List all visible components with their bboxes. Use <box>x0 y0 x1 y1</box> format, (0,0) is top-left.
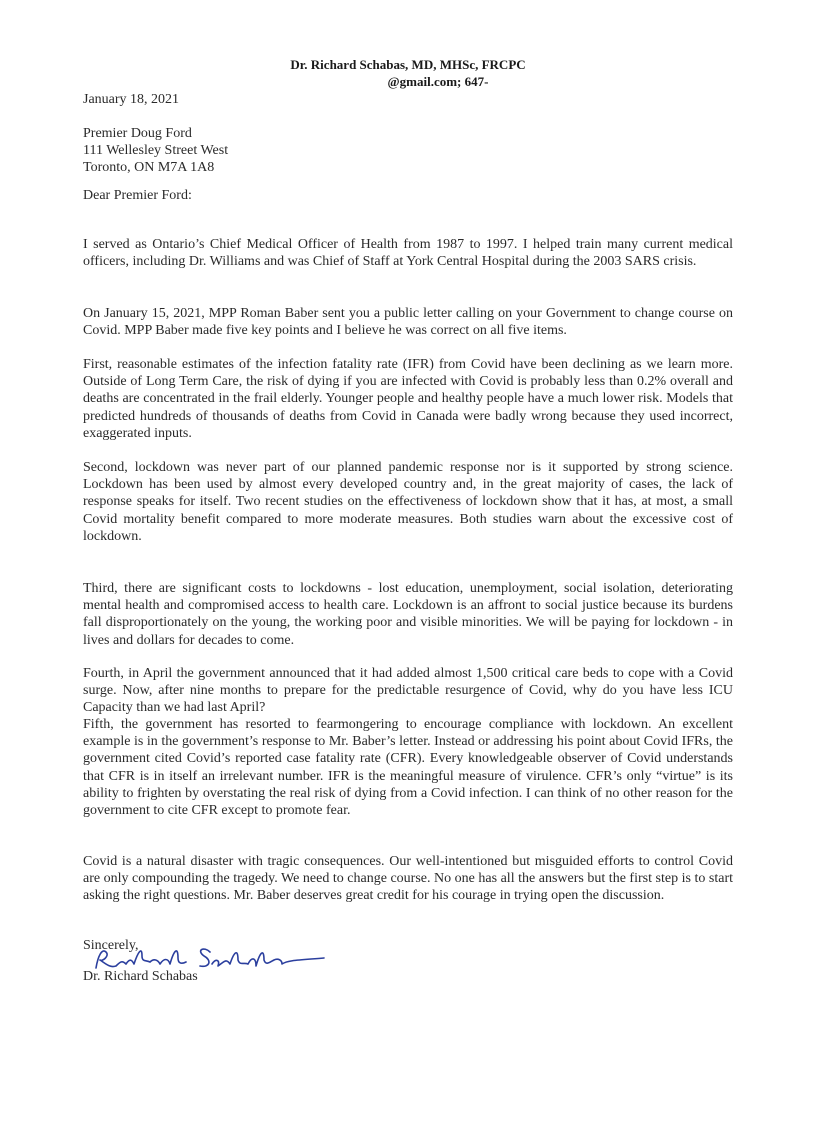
letterhead-name: Dr. Richard Schabas, MD, MHSc, FRCPC <box>290 57 526 72</box>
signature-strokes <box>96 949 324 968</box>
letterhead-contact: @gmail.com; 647- <box>387 74 489 89</box>
paragraph-conclusion: Covid is a natural disaster with tragic consequences. Our well-intentioned but misguided efforts to control Covid are only compounding the tragedy. We need to change course. No one has all the answers but the first step is to start asking the right questions. Mr. Baber deserves great credit for his courage in trying open the discussion. <box>83 854 733 904</box>
paragraph-fifth-point: Fifth, the government has resorted to fearmongering to encourage compliance with lockdown. An excellent example is in the government’s response to Mr. Baber’s letter. Instead or addressing his point about Covid IFRs, the government cited Covid’s reported case fatality rate (CFR). Every knowledgeable observer of Covid understands that CFR is in itself an irrelevant number. IFR is the meaningful measure of virulence. CFR’s only “virtue” is its ability to frighten by overstating the real risk of dying from a Covid infection. I can think of no other reason for the government to cite CFR except to promote fear. <box>83 717 733 819</box>
signer-name: Dr. Richard Schabas <box>83 969 198 984</box>
letter-date: January 18, 2021 <box>83 92 180 107</box>
paragraph-second-point: Second, lockdown was never part of our planned pandemic response nor is it supported by strong science. Lockdown has been used by almost every developed country and, in the great majority of cases, the lack of response speaks for itself. Two recent studies on the effectiveness of lockdown show that it has, at most, a small Covid mortality benefit compared to more moderate measures. Both studies warn about the excessive cost of lockdown. <box>83 460 733 544</box>
paragraph-baber-letter: On January 15, 2021, MPP Roman Baber sent you a public letter calling on your Government to change course on Covid. MPP Baber made five key points and I believe he was correct on all five items. <box>83 306 733 339</box>
salutation: Dear Premier Ford: <box>83 188 192 203</box>
recipient-name: Premier Doug Ford <box>83 126 192 141</box>
letterhead <box>0 56 816 90</box>
paragraph-third-point: Third, there are significant costs to lockdowns - lost education, unemployment, social isolation, deteriorating mental health and compromised access to health care. Lockdown is an affront to social justice because its burdens fall disproportionately on the young, the working poor and visible minorities. We will be paying for lockdown - in lives and dollars for decades to come. <box>83 581 733 648</box>
recipient-address <box>83 125 733 177</box>
paragraph-background: I served as Ontario’s Chief Medical Officer of Health from 1987 to 1997. I helped train many current medical officers, including Dr. Williams and was Chief of Staff at York Central Hospital during the 2003 SARS crisis. <box>83 237 733 270</box>
recipient-street: 111 Wellesley Street West <box>83 143 229 159</box>
recipient-city: Toronto, ON M7A 1A8 <box>83 160 215 176</box>
paragraph-first-point: First, reasonable estimates of the infection fatality rate (IFR) from Covid have been declining as we learn more. Outside of Long Term Care, the risk of dying if you are infected with Covid is probably less than 0.2% overall and deaths are concentrated in the frail elderly. Younger people and healthy people have a much lower risk. Models that predicted hundreds of thousands of deaths from Covid in Canada were badly wrong because they used incorrect, exaggerated inputs. <box>83 357 733 441</box>
closing: Sincerely, <box>83 938 139 953</box>
paragraph-fourth-point: Fourth, in April the government announced that it had added almost 1,500 critical care beds to cope with a Covid surge. Now, after nine months to prepare for the predictable resurgence of Covid, why do you have less ICU Capacity than we had last April? <box>83 666 733 716</box>
